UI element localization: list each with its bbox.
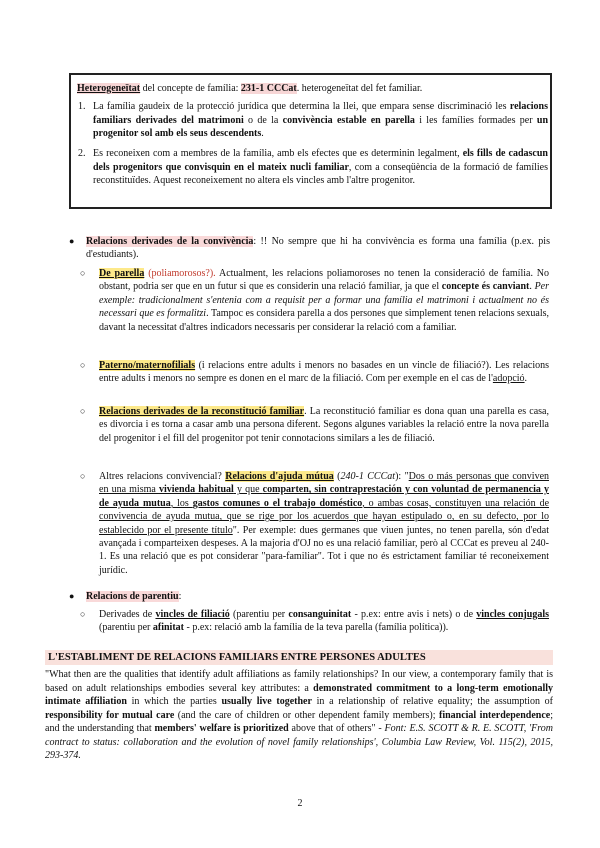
box-item-1: 1. La família gaudeix de la protecció jurídica que determina la llei, que empara sense discriminació les relacions familiars derivades del matrimoni o de la convivència estable en parella i les famílies formades per un progenitor sol amb els seus descendents. bbox=[78, 101, 549, 139]
bullet-dot-icon: ● bbox=[69, 591, 75, 601]
bullet-heading: Relacions de parentiu bbox=[86, 591, 179, 602]
sub-vincles: ○ Derivades de vincles de filiació (parentiu per consanguinitat - p.ex: entre avis i nets) o de vincles conjugals (parentiu per afinitat - p.ex: relació amb la família de la teva parella (família política)). bbox=[80, 609, 549, 634]
sub-reconstitucio: ○ Relacions derivades de la reconstitució familiar. La reconstitució familiar es dona quan una parella es casa, es divorcia i es torna a casar amb una persona diferent. Segons algunes variables la relació entre la nova parella del progenitor i el fill del progenitor pot tenir connotacions similars a les de filiació. bbox=[80, 406, 549, 444]
sub-parella: ○ De parella (poliamorosos?). Actualment, les relacions poliamoroses no tenen la consideració de família. No obstant, podria ser que en un futur si que es considerin una relació familiar, ja que el concepte és canviant. Per exemple: tradicionalment s'entenia com a requisit per a formar una família el matrimoni i actualment no és necessari que es formalitzi. Tampoc es considera parella a dos persones que simplement tenen relacions sexuals, davant la necessitat d'altres indicadors necessaris per considerar la relació com a familiar. bbox=[80, 268, 550, 333]
box-item-2: 2. Es reconeixen com a membres de la família, amb els efectes que es determinin legalment, els fills de cadascun dels progenitors que convisquin en el mateix nucli familiar, com a conseqüència de la formació de famílies reconstituïdes. Aquest reconeixement no altera els vincles amb l'altre progenitor. bbox=[78, 148, 548, 186]
title-heterogeneitat: Heterogeneïtat bbox=[77, 83, 141, 94]
box-title: Heterogeneïtat del concepte de família: 231-1 CCCat. heterogeneïtat del fet familiar. bbox=[77, 83, 423, 94]
bullet-heading: Relacions derivades de la convivència bbox=[86, 236, 254, 247]
circle-bullet-icon: ○ bbox=[80, 471, 86, 481]
bullet-convivencia: ● Relacions derivades de la convivència: !! No sempre que hi ha convivència es forma una família (p.ex. pis d'estudiants). bbox=[69, 236, 550, 260]
circle-bullet-icon: ○ bbox=[80, 268, 86, 278]
definition-box bbox=[69, 73, 552, 209]
scott-quote: "What then are the qualities that identify adult affiliations as family relationships? In our view, a contemporary family that is based on adult relationships embodies several key attributes: a demonstrated commitment to a long-term emotionally intimate affiliation in which the parties usually live together in a relationship of relative equality; the assumption of responsibility for mutual care (and the care of children or other dependent family members); financial interdependence; and the understanding that members' welfare is prioritized above that of others" - Font: E.S. SCOTT & R. E. SCOTT, 'From contract to status: collaboration and the evolution of novel family relationships', Columbia Law Review, Vol. 115(2), 2015, 293-374. bbox=[45, 669, 554, 761]
circle-bullet-icon: ○ bbox=[80, 360, 86, 370]
bullet-parentiu: ● Relacions de parentiu: bbox=[69, 591, 182, 602]
circle-bullet-icon: ○ bbox=[80, 406, 86, 416]
page-number: 2 bbox=[297, 798, 303, 809]
title-article: 231-1 CCCat bbox=[240, 83, 297, 94]
sub-ajuda-mutua: ○ Altres relacions convivencial? Relacions d'ajuda mútua (240-1 CCCat): "Dos o más personas que conviven en una misma vivienda habitual y que comparten, sin contraprestación y con voluntad de permanencia y de ayuda mutua, los gastos comunes o el trabajo doméstico, o ambas cosas, constituyen una relación de convivencia de ayuda mutua, que se rige por los acuerdos que hayan estipulado o, en su defecto, por lo establecido por el presente título". Per exemple: dues germanes que viuen juntes, no tenen parella, són d'edat avançada i comparteixen despeses. A la majoria d'OJ no es una relació familiar, però al CCCat es preveu al 240-1. Es una relació que es pot considerar "para-familiar". Tot i que no és estrictament familiar té reconeixement jurídic. bbox=[80, 471, 550, 576]
circle-bullet-icon: ○ bbox=[80, 609, 86, 619]
section-heading: L'ESTABLIMENT DE RELACIONS FAMILIARS ENTRE PERSONES ADULTES bbox=[45, 650, 553, 665]
sub-paternofilials: ○ Paterno/maternofilials (i relacions entre adults i menors no basades en un vincle de filiació?). Les relacions entre adults i menors no sempre es donen en el marc de la filiació. Com per exemple en el cas de l'adopció. bbox=[80, 360, 549, 385]
bullet-dot-icon: ● bbox=[69, 236, 75, 246]
